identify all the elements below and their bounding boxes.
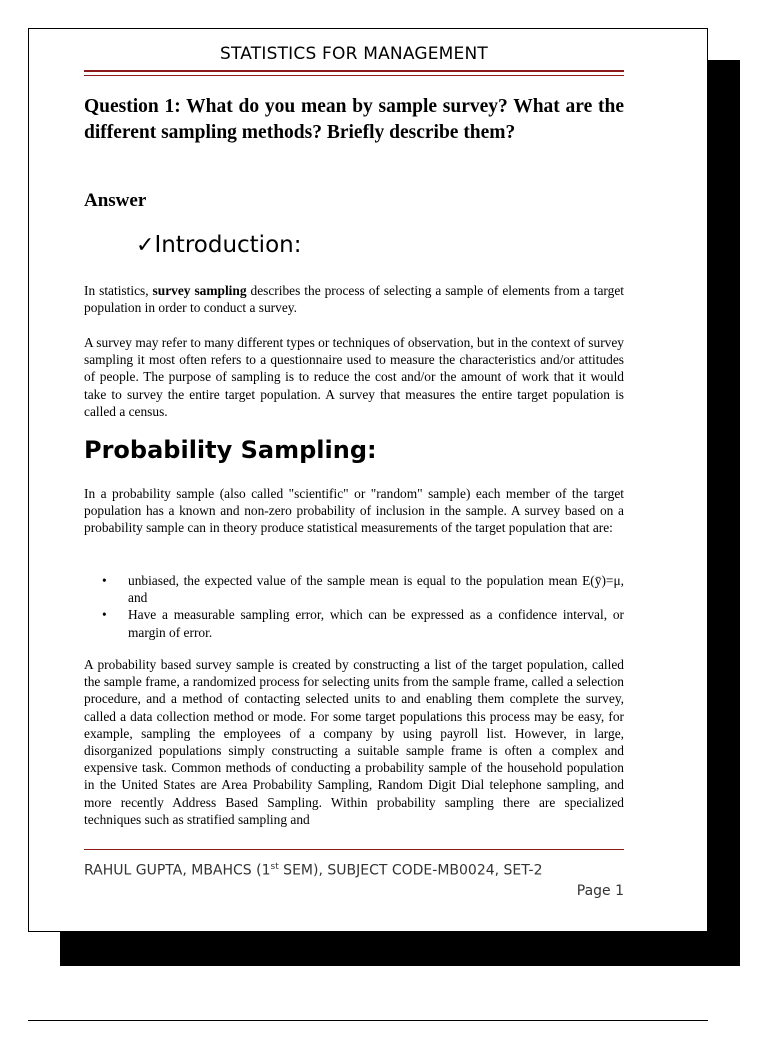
- checkmark-icon: ✓: [136, 233, 155, 258]
- paragraph-survey-sampling: [84, 282, 624, 316]
- footer-rule: [84, 849, 624, 850]
- paragraph1-text-start: In statistics,: [84, 283, 153, 298]
- question-heading: Question 1: What do you mean by sample survey? What are the different sampling methods? Briefly describe them?: [84, 96, 624, 143]
- probability-sampling-heading: Probability Sampling:: [84, 436, 377, 464]
- next-page-edge: [28, 1020, 708, 1041]
- paragraph-survey-definition: A survey may refer to many different types or techniques of observation, but in the context of survey sampling it most often refers to a questionnaire used to measure the characteristics and/or attitudes of people. The purpose of sampling is to reduce the cost and/or the amount of work that it would take to survey the entire target population. A survey that measures the entire target population is called a census.: [84, 335, 624, 419]
- list-item-text: unbiased, the expected value of the sample mean is equal to the population mean E(ȳ)=μ, and: [128, 573, 624, 606]
- header-rule-thick: [84, 70, 624, 72]
- introduction-heading: [136, 232, 301, 258]
- header-rule-thin: [84, 75, 624, 76]
- bullet-icon: •: [102, 607, 107, 623]
- list-item-text: Have a measurable sampling error, which can be expressed as a confidence interval, or margin of error.: [128, 607, 624, 640]
- page-header-title: STATISTICS FOR MANAGEMENT: [220, 44, 488, 64]
- paragraph-sample-construction: A probability based survey sample is created by constructing a list of the target population, called the sample frame, a randomized process for selecting units from the sample frame, called a selection procedure, and a method of contacting selected units to and enabling them complete the survey, called a data collection method or mode. For some target populations this process may be easy, for example, sampling the employees of a company by using payroll list. However, in large, disorganized populations simply constructing a suitable sample frame is often a complex and expensive task. Common methods of conducting a probability sample of the household population in the United States are Area Probability Sampling, Random Digit Dial telephone sampling, and more recently Address Based Sampling. Within probability sampling there are specialized techniques such as stratified sampling and: [84, 657, 624, 827]
- bullet-icon: •: [102, 573, 107, 588]
- page-footer: [84, 862, 624, 879]
- footer-superscript: st: [270, 862, 279, 872]
- paragraph1-text-end: describes the process of selecting a sample of elements from a target population in order to conduct a survey.: [84, 283, 625, 316]
- list-item: [84, 572, 624, 606]
- paragraph-probability-sample: In a probability sample (also called "scientific" or "random" sample) each member of the target population has a known and non-zero probability of inclusion in the sample. A survey based on a probability sample can in theory produce statistical measurements of the target population that are:: [84, 486, 624, 536]
- footer-subject-code: SEM), SUBJECT CODE-MB0024, SET-2: [278, 862, 543, 879]
- footer-author: RAHUL GUPTA, MBAHCS (1: [84, 862, 271, 879]
- survey-sampling-term: survey sampling: [152, 283, 247, 298]
- answer-label: Answer: [84, 190, 147, 211]
- list-item: [84, 606, 624, 640]
- page-number: Page 1: [576, 883, 624, 899]
- properties-list: [84, 572, 624, 641]
- introduction-label: Introduction:: [154, 232, 302, 258]
